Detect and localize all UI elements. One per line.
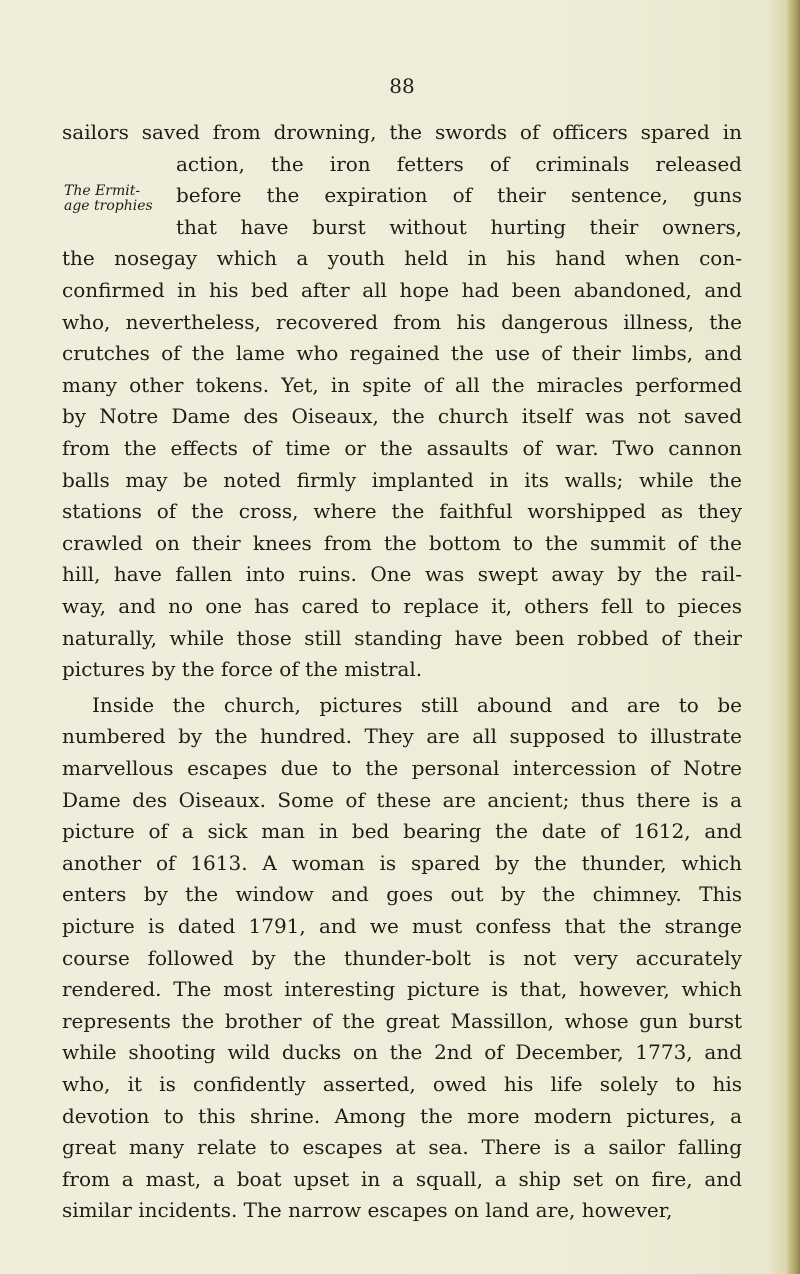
page-number: 88 [389, 74, 415, 98]
text-line: pictures by the force of the mistral. [62, 657, 423, 682]
text-line: picture is dated 1791, and we must confess that the strange [62, 914, 742, 938]
text-line: who, it is confidently asserted, owed his life solely to his [62, 1072, 742, 1096]
text-line: hill, have fallen into ruins. One was swept away by the rail- [62, 562, 742, 587]
text-line: action, the iron fetters of criminals released [176, 151, 742, 176]
text-line: while shooting wild ducks on the 2nd of December, 1773, and [62, 1040, 742, 1065]
margin-note [64, 184, 156, 214]
text-line: balls may be noted firmly implanted in its walls; while the [62, 467, 742, 492]
text-line: devotion to this shrine. Among the more modern pictures, a [62, 1103, 742, 1128]
text-line: Inside the church, pictures still abound and are to be [92, 692, 742, 717]
text-line: great many relate to escapes at sea. There is a sailor falling [62, 1135, 742, 1160]
text-line: course followed by the thunder-bolt is not very accurately [62, 945, 742, 970]
text-line: crutches of the lame who regained the use of their limbs, and [62, 341, 742, 366]
text-line: another of 1613. A woman is spared by the thunder, which [62, 850, 742, 875]
text-line: the nosegay which a youth held in his hand when con- [62, 246, 742, 271]
text-line: way, and no one has cared to replace it, others fell to pieces [62, 594, 742, 618]
text-line: picture of a sick man in bed bearing the date of 1612, and [62, 819, 742, 844]
text-line: represents the brother of the great Massillon, whose gun burst [62, 1008, 742, 1033]
text-line: similar incidents. The narrow escapes on land are, however, [62, 1198, 673, 1223]
text-line: who, nevertheless, recovered from his dangerous illness, the [62, 309, 742, 334]
text-line: sailors saved from drowning, the swords of officers spared in [62, 120, 742, 144]
text-line: numbered by the hundred. They are all supposed to illustrate [62, 724, 742, 749]
text-line: many other tokens. Yet, in spite of all the miracles performed [62, 372, 742, 397]
text-line: marvellous escapes due to the personal intercession of Notre [62, 756, 742, 780]
text-line: from the effects of time or the assaults of war. Two cannon [62, 436, 742, 460]
text-line: confirmed in his bed after all hope had been abandoned, and [62, 278, 742, 302]
text-line: naturally, while those still standing have been robbed of their [62, 625, 742, 650]
text-line: that have burst without hurting their owners, [176, 214, 742, 239]
page-edge-shadow [786, 0, 800, 1274]
text-line: rendered. The most interesting picture is that, however, which [62, 977, 742, 1002]
text-line: by Notre Dame des Oiseaux, the church itself was not saved [62, 404, 742, 429]
text-line: before the expiration of their sentence, guns [176, 183, 742, 208]
margin-note-line: age trophies [64, 198, 153, 214]
text-line: crawled on their knees from the bottom to the summit of the [62, 530, 742, 555]
text-line: from a mast, a boat upset in a squall, a ship set on fire, and [62, 1166, 742, 1191]
text-line: enters by the window and goes out by the chimney. This [62, 882, 742, 907]
text-line: Dame des Oiseaux. Some of these are ancient; thus there is a [62, 787, 742, 812]
margin-note-line: The Ermit- [64, 183, 141, 199]
text-line: stations of the cross, where the faithful worshipped as they [62, 499, 742, 524]
